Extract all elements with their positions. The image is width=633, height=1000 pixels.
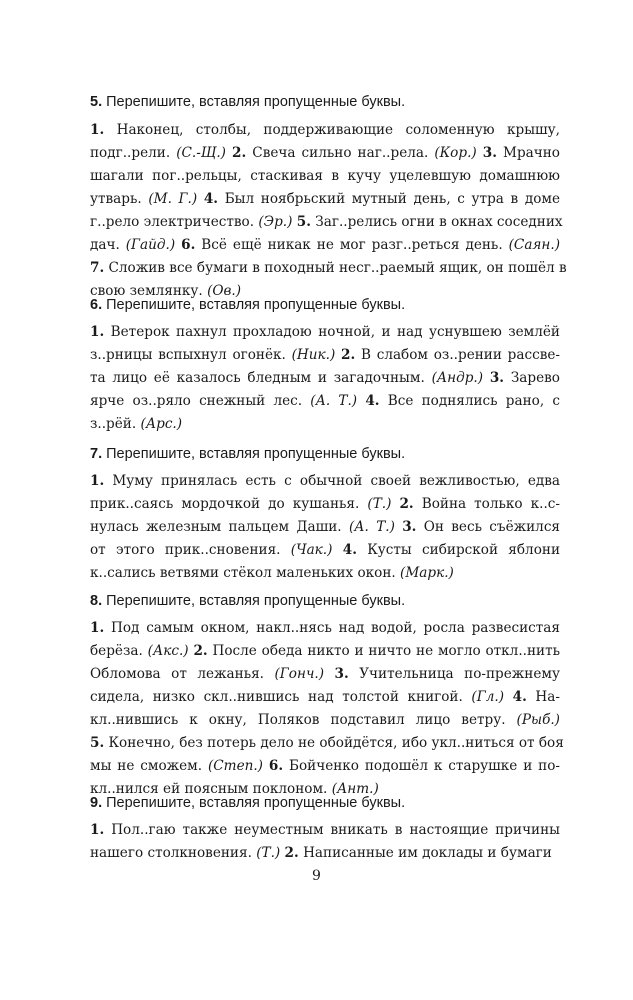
exercise-instruction: Перепишите, вставляя пропущенные буквы.: [106, 297, 406, 313]
text-line: шагали пог..рельцы, стаскивая в кучу уцелевшую домашнюю: [90, 168, 560, 184]
text-line: мы не сможем. (Степ.) 6. Бойченко подошёл к старушке и по-: [90, 758, 561, 774]
text-line: 5. Конечно, без потерь дело не обойдётся, ибо укл..ниться от боя: [90, 735, 564, 751]
text-line: 1. Пол..гаю также неуместным вникать в настоящие причины: [90, 822, 560, 838]
text-line: кл..нился ей поясным поклоном. (Ант.): [90, 781, 379, 797]
text-line: нашего столкновения. (Т.) 2. Написанные им доклады и бумаги: [90, 845, 552, 861]
text-line: 1. Ветерок пахнул прохладою ночной, и над уснувшею землёй: [90, 324, 560, 340]
exercise-8-text: [90, 617, 564, 801]
text-line: прик..саясь мордочкой до кушанья. (Т.) 2. Война только к..с-: [90, 496, 560, 512]
text-line: г..рело электричество. (Эр.) 5. Заг..релись огни в окнах соседних: [90, 214, 563, 230]
exercise-instruction: Перепишите, вставляя пропущенные буквы.: [106, 94, 406, 110]
text-line: 1. Муму принялась есть с обычной своей вежливостью, едва: [90, 473, 560, 489]
text-line: дач. (Гайд.) 6. Всё ещё никак не мог разг..реться день. (Саян.): [90, 237, 561, 253]
exercise-9-text: [90, 819, 560, 865]
exercise-9-heading: [90, 794, 405, 812]
exercise-7-heading: [90, 445, 405, 463]
text-line: нулась железным пальцем Даши. (А. Т.) 3. Он весь съёжился: [90, 519, 561, 535]
text-line: кл..нившись к окну, Поляков подставил лицо ветру. (Рыб.): [90, 712, 560, 728]
page-number: 9: [312, 868, 321, 884]
exercise-number: 7.: [90, 446, 103, 462]
exercise-6-heading: [90, 296, 405, 314]
exercise-5-text: [90, 119, 567, 303]
exercise-instruction: Перепишите, вставляя пропущенные буквы.: [106, 795, 406, 811]
text-line: ярче оз..ряло снежный лес. (А. Т.) 4. Все поднялись рано, с: [90, 393, 560, 409]
exercise-5-heading: [90, 93, 405, 111]
exercise-number: 9.: [90, 795, 103, 811]
text-line: з..рёй. (Арс.): [90, 416, 183, 432]
text-line: 7. Сложив все бумаги в походный несг..раемый ящик, он пошёл в: [90, 260, 567, 276]
text-line: сидела, низко скл..нившись над толстой книгой. (Гл.) 4. На-: [90, 689, 560, 705]
text-line: к..сались ветвями стёкол маленьких окон. (Марк.): [90, 565, 454, 581]
text-line: 1. Под самым окном, накл..нясь над водой, росла развесистая: [90, 620, 560, 636]
text-line: свою землянку. (Ов.): [90, 283, 242, 299]
exercise-7-text: [90, 470, 560, 585]
exercise-6-text: [90, 321, 560, 436]
text-line: Обломова от лежанья. (Гонч.) 3. Учительница по-прежнему: [90, 666, 560, 682]
exercise-number: 8.: [90, 593, 103, 609]
exercise-instruction: Перепишите, вставляя пропущенные буквы.: [106, 446, 406, 462]
text-line: от этого прик..сновения. (Чак.) 4. Кусты сибирской яблони: [90, 542, 561, 558]
exercise-number: 6.: [90, 297, 103, 313]
exercise-number: 5.: [90, 94, 103, 110]
text-line: утварь. (М. Г.) 4. Был ноябрьский мутный день, с утра в доме: [90, 191, 561, 207]
exercise-instruction: Перепишите, вставляя пропущенные буквы.: [106, 593, 406, 609]
text-line: та лицо её казалось бледным и загадочным. (Андр.) 3. Зарево: [90, 370, 560, 386]
text-line: берёза. (Акс.) 2. После обеда никто и ничто не могло откл..нить: [90, 643, 561, 659]
text-line: з..рницы вспыхнул огонёк. (Ник.) 2. В слабом оз..рении рассве-: [90, 347, 560, 363]
exercise-8-heading: [90, 592, 405, 610]
text-line: 1. Наконец, столбы, поддерживающие соломенную крышу,: [90, 122, 560, 138]
text-line: подг..рели. (С.-Щ.) 2. Свеча сильно наг..рела. (Кор.) 3. Мрачно: [90, 145, 560, 161]
